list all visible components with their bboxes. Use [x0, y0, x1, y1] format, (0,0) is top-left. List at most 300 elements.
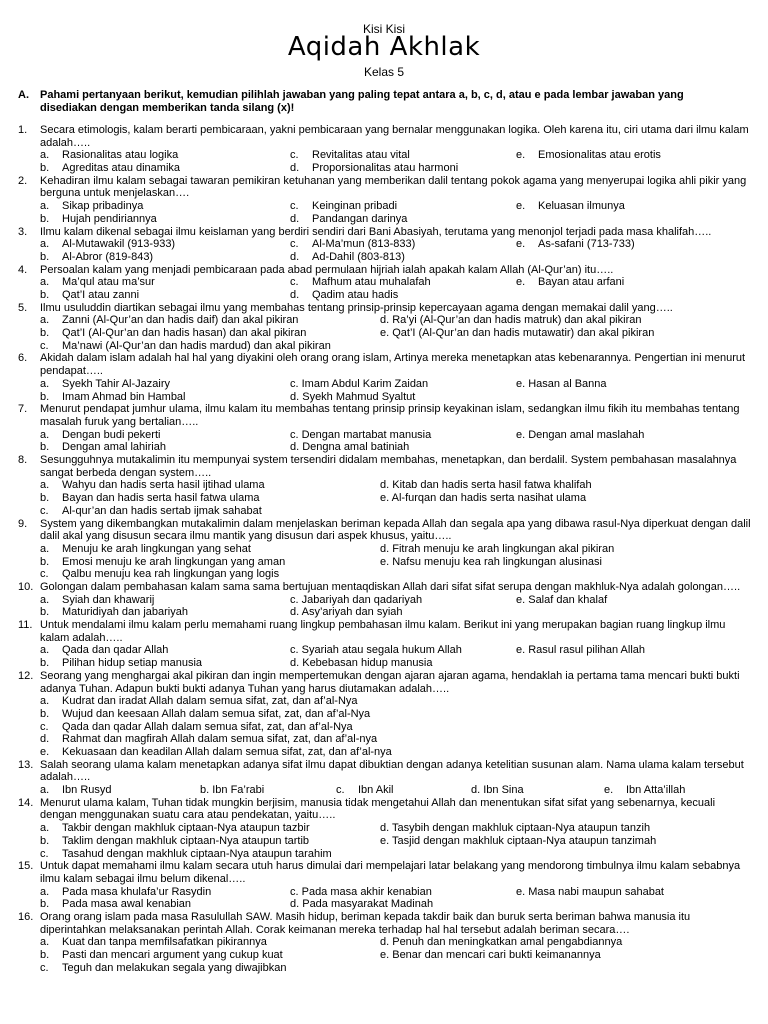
- answer-option: [290, 391, 415, 404]
- answer-option: [40, 848, 332, 861]
- option-label: a.: [40, 593, 50, 606]
- option-label: e.: [604, 784, 614, 797]
- document-title: Aqidah Akhlak: [287, 32, 481, 62]
- option-text: Ibn Atta’illah: [626, 784, 686, 797]
- answer-option: [516, 200, 625, 213]
- option-text: Rasionalitas atau logika: [62, 149, 179, 162]
- option-label: b.: [40, 162, 50, 175]
- answer-option: [290, 251, 405, 264]
- answer-option: [40, 314, 298, 327]
- question-text: Secara etimologis, kalam berarti pembicaraan, yakni pembicaraan yang bernalar menggunakan logika. Oleh karena itu, ciri utama dari ilmu kalam adalah…..: [40, 124, 749, 149]
- option-text: Pasti dan mencari argument yang cukup kuat: [62, 949, 283, 962]
- answer-option: [471, 784, 524, 797]
- option-text: Qadim atau hadis: [312, 289, 399, 302]
- option-text: Al-qur’an dan hadis sertab ijmak sahabat: [62, 504, 262, 517]
- option-row: [18, 949, 753, 962]
- answer-option: [40, 733, 377, 746]
- answer-option: [200, 784, 264, 797]
- option-text: Emosionalitas atau erotis: [538, 149, 661, 162]
- option-label: a.: [40, 276, 50, 289]
- question-item: [18, 518, 753, 581]
- option-text: Tasahud dengan makhluk ciptaan-Nya ataupun tarahim: [62, 847, 332, 860]
- option-row: [18, 289, 753, 302]
- question-text: Menurut pendapat jumhur ulama, ilmu kalam itu membahas tentang prinsip prinsip keyakinan islam, sedangkan ilmu fikih itu membahas tentang masalah furuk yang bertalian…..: [40, 403, 740, 428]
- option-text: Dengan amal lahiriah: [62, 441, 166, 454]
- answer-option: [290, 657, 433, 670]
- option-row: [18, 568, 753, 581]
- option-label: c.: [40, 504, 49, 517]
- option-label: d.: [290, 162, 300, 175]
- option-text: Ibn Rusyd: [62, 784, 112, 797]
- answer-option: [290, 898, 433, 911]
- option-label: c.: [40, 847, 49, 860]
- question-item: [18, 352, 753, 403]
- option-text: Imam Ahmad bin Hambal: [62, 390, 186, 403]
- answer-option: [516, 644, 645, 657]
- option-row: [18, 238, 753, 251]
- answer-option: [40, 289, 139, 302]
- option-text: Ibn Akil: [358, 784, 394, 797]
- option-text: Bayan atau arfani: [538, 276, 625, 289]
- answer-option: [516, 594, 607, 607]
- option-row: [18, 149, 753, 162]
- option-text: d. Kebebasan hidup manusia: [290, 657, 433, 670]
- question-number: 14.: [18, 796, 34, 809]
- option-text: Bayan dan hadis serta hasil fatwa ulama: [62, 492, 260, 505]
- answer-option: [516, 886, 664, 899]
- option-text: e. Nafsu menuju kea rah lingkungan alusinasi: [380, 555, 602, 568]
- option-row: [18, 822, 753, 835]
- option-label: c.: [40, 720, 49, 733]
- answer-option: [516, 149, 661, 162]
- option-label: c.: [336, 784, 345, 797]
- option-text: Taklim dengan makhluk ciptaan-Nya ataupun tartib: [62, 834, 310, 847]
- question-item: [18, 264, 753, 302]
- option-text: c. Syariah atau segala hukum Allah: [290, 644, 462, 657]
- answer-option: [516, 429, 644, 442]
- answer-option: [40, 162, 180, 175]
- option-text: e. Masa nabi maupun sahabat: [516, 885, 664, 898]
- option-text: d. Pada masyarakat Madinah: [290, 898, 434, 911]
- answer-option: [40, 340, 331, 353]
- question-item: [18, 175, 753, 226]
- answer-option: [40, 594, 154, 607]
- option-row: [18, 441, 753, 454]
- option-text: e. Hasan al Banna: [516, 377, 607, 390]
- option-text: c. Pada masa akhir kenabian: [290, 885, 432, 898]
- answer-option: [40, 606, 188, 619]
- option-row: [18, 213, 753, 226]
- option-label: d.: [40, 733, 50, 746]
- question-list: [18, 124, 753, 975]
- answer-option: [290, 644, 462, 657]
- option-text: Agreditas atau dinamika: [62, 162, 181, 175]
- option-text: Syiah dan khawarij: [62, 593, 155, 606]
- option-text: Ad-Dahil (803-813): [312, 250, 405, 263]
- option-text: Pilihan hidup setiap manusia: [62, 657, 203, 670]
- question-item: [18, 454, 753, 517]
- answer-option: [336, 784, 393, 797]
- option-label: c.: [40, 568, 49, 581]
- question-text: Menurut ulama kalam, Tuhan tidak mungkin berjisim, manusia tidak mengetahui Allah dan menentukan sifat sifat yang sebenarnya, kecuali dengan menggunakan suatu cara atau pendekatan, yaitu…..: [40, 796, 716, 822]
- option-label: e.: [516, 238, 526, 251]
- option-text: Ma’nawi (Al-Qur’an dan hadis mardud) dan akal pikiran: [62, 339, 331, 352]
- answer-option: [516, 276, 624, 289]
- answer-option: [40, 721, 353, 734]
- option-text: Rahmat dan magfirah Allah dalam semua sifat, zat, dan af’al-nya: [62, 733, 378, 746]
- option-label: a.: [40, 149, 50, 162]
- answer-option: [290, 289, 398, 302]
- option-text: Zanni (Al-Qur’an dan hadis daif) dan akal pikiran: [62, 314, 299, 327]
- answer-option: [40, 644, 168, 657]
- option-row: [18, 340, 753, 353]
- question-number: 5.: [18, 301, 28, 314]
- option-row: [18, 644, 753, 657]
- answer-option: [380, 314, 641, 327]
- question-number: 15.: [18, 860, 34, 873]
- option-text: Dengan budi pekerti: [62, 428, 161, 441]
- option-row: [18, 391, 753, 404]
- answer-option: [40, 962, 286, 975]
- option-text: Teguh dan melakukan segala yang diwajibkan: [62, 961, 287, 974]
- question-item: [18, 581, 753, 619]
- option-row: [18, 492, 753, 505]
- answer-option: [40, 822, 310, 835]
- option-row: [18, 251, 753, 264]
- answer-option: [40, 568, 279, 581]
- option-text: d. Tasybih dengan makhluk ciptaan-Nya ataupun tanzih: [380, 822, 651, 835]
- option-label: b.: [40, 250, 50, 263]
- option-label: b.: [40, 606, 50, 619]
- option-text: Keinginan pribadi: [312, 200, 398, 213]
- option-label: c.: [290, 276, 299, 289]
- option-label: a.: [40, 885, 50, 898]
- answer-option: [290, 276, 431, 289]
- option-text: c. Jabariyah dan qadariyah: [290, 593, 423, 606]
- question-text: Persoalan kalam yang menjadi pembicaraan pada abad permulaan hijriah ialah apakah kalam Allah (Al-Qur’an) itu…..: [40, 263, 614, 276]
- section-instruction: [18, 89, 738, 115]
- option-label: c.: [290, 200, 299, 213]
- answer-option: [40, 936, 267, 949]
- question-number: 6.: [18, 352, 28, 365]
- answer-option: [40, 949, 283, 962]
- answer-option: [516, 238, 635, 251]
- answer-option: [40, 657, 202, 670]
- answer-option: [380, 835, 656, 848]
- option-text: c. Imam Abdul Karim Zaidan: [290, 377, 429, 390]
- class-label: Kelas 5: [363, 65, 405, 79]
- option-text: Qada dan qadar Allah dalam semua sifat, zat, dan af’al-Nya: [62, 720, 353, 733]
- option-row: [18, 835, 753, 848]
- question-number: 11.: [18, 619, 33, 632]
- option-label: a.: [40, 479, 50, 492]
- answer-option: [516, 378, 607, 391]
- option-label: d.: [290, 289, 300, 302]
- answer-option: [40, 251, 153, 264]
- option-text: e. Qat’I (Al-Qur’an dan hadis mutawatir) dan akal pikiran: [380, 327, 655, 340]
- option-label: b.: [40, 212, 50, 225]
- question-text: Untuk dapat memahami ilmu kalam secara utuh harus dimulai dari mempelajari latar belakang yang mendorong timbulnya ilmu kalam sebabnya ilmu kalam sebagai ilmu belum dikenal…..: [40, 860, 741, 885]
- option-row: [18, 505, 753, 518]
- option-text: Kudrat dan iradat Allah dalam semua sifat, zat, dan af’al-Nya: [62, 695, 358, 708]
- answer-option: [380, 556, 602, 569]
- option-text: Sikap pribadinya: [62, 200, 144, 213]
- question-text: Ilmu kalam dikenal sebagai ilmu keislaman yang berdiri sendiri dari Bani Abasiyah, terutama yang menonjol terjadi pada masa khalifah…..: [40, 225, 712, 238]
- answer-option: [40, 213, 157, 226]
- answer-option: [380, 492, 586, 505]
- answer-option: [40, 784, 112, 797]
- option-label: a.: [40, 314, 50, 327]
- question-item: [18, 403, 753, 454]
- answer-option: [290, 886, 432, 899]
- option-text: Keluasan ilmunya: [538, 200, 625, 213]
- option-text: e. Benar dan mencari cari bukti keimanannya: [380, 949, 601, 962]
- question-number: 12.: [18, 669, 34, 682]
- option-label: a.: [40, 644, 50, 657]
- option-text: Al-Abror (819-843): [62, 250, 154, 263]
- option-row: [18, 594, 753, 607]
- option-label: e.: [516, 276, 526, 289]
- answer-option: [40, 835, 309, 848]
- option-label: b.: [40, 327, 50, 340]
- option-text: c. Dengan martabat manusia: [290, 428, 432, 441]
- answer-option: [290, 213, 407, 226]
- option-row: [18, 898, 753, 911]
- option-text: Emosi menuju ke arah lingkungan yang aman: [62, 555, 286, 568]
- answer-option: [290, 378, 428, 391]
- option-label: a.: [40, 377, 50, 390]
- option-text: Al-Mutawakil (913-933): [62, 238, 176, 251]
- answer-option: [290, 162, 458, 175]
- option-label: a.: [40, 936, 50, 949]
- option-row: [18, 378, 753, 391]
- option-text: As-safani (713-733): [538, 238, 635, 251]
- question-number: 10.: [18, 580, 34, 593]
- question-text: Untuk mendalami ilmu kalam perlu memahami ruang lingkup pembahasan ilmu kalam. Berikut ini yang merupakan bagian ruang lingkup ilmu kalam adalah…..: [40, 619, 726, 644]
- answer-option: [40, 200, 143, 213]
- answer-option: [40, 556, 285, 569]
- answer-option: [40, 898, 191, 911]
- section-letter: A.: [18, 89, 29, 101]
- answer-option: [380, 327, 654, 340]
- answer-option: [40, 327, 306, 340]
- question-number: 3.: [18, 225, 28, 238]
- option-text: Qada dan qadar Allah: [62, 644, 169, 657]
- answer-option: [380, 936, 622, 949]
- option-text: d. Asy’ariyah dan syiah: [290, 606, 403, 619]
- option-text: Revitalitas atau vital: [312, 149, 410, 162]
- option-text: e. Salaf dan khalaf: [516, 593, 608, 606]
- question-item: [18, 911, 753, 974]
- option-label: a.: [40, 695, 50, 708]
- option-label: b.: [40, 289, 50, 302]
- option-row: [18, 695, 753, 708]
- option-row: [18, 962, 753, 975]
- option-text: Pada masa khulafa’ur Rasydin: [62, 885, 212, 898]
- question-number: 4.: [18, 263, 28, 276]
- answer-option: [380, 822, 650, 835]
- answer-option: [40, 391, 186, 404]
- option-label: a.: [40, 238, 50, 251]
- answer-option: [40, 441, 166, 454]
- answer-option: [40, 479, 265, 492]
- question-text: Sesungguhnya mutakalimin itu mempunyai system tersendiri didalam membahas, menetapkan, dan berdalil. System pembahasan masalahnya sangat berbeda dengan system…..: [40, 454, 737, 479]
- option-row: [18, 479, 753, 492]
- question-item: [18, 619, 753, 670]
- option-label: a.: [40, 784, 50, 797]
- option-label: b.: [40, 390, 50, 403]
- answer-option: [380, 479, 592, 492]
- option-text: e. Tasjid dengan makhluk ciptaan-Nya ataupun tanzimah: [380, 834, 657, 847]
- option-label: e.: [516, 149, 526, 162]
- option-label: b.: [40, 441, 50, 454]
- answer-option: [40, 276, 155, 289]
- option-label: d.: [290, 212, 300, 225]
- answer-option: [290, 441, 409, 454]
- option-row: [18, 733, 753, 746]
- question-number: 1.: [18, 124, 28, 136]
- question-number: 13.: [18, 758, 34, 771]
- option-label: a.: [40, 542, 50, 555]
- option-text: Wujud dan keesaan Allah dalam semua sifat, zat, dan af’al-Nya: [62, 707, 371, 720]
- answer-option: [290, 594, 422, 607]
- question-item: [18, 124, 753, 175]
- option-label: c.: [290, 149, 299, 162]
- question-text: System yang dikembangkan mutakalimin dalam menjelaskan beriman kepada Allah dan segala apa yang dibawa rasul-Nya diperkuat dengan dalil dalil akal yang disusun secara ilmu mantik yang disusun dari aspek khusus, yaitu…..: [40, 517, 751, 543]
- question-text: Golongan dalam pembahasan kalam sama sama bertujuan mentaqdiskan Allah dari sifat sifat serupa dengan makhluk-Nya adalah golongan…..: [40, 580, 741, 593]
- option-text: Kuat dan tanpa memfilsafatkan pikirannya: [62, 936, 267, 949]
- answer-option: [40, 505, 262, 518]
- answer-option: [40, 886, 211, 899]
- option-row: [18, 606, 753, 619]
- question-item: [18, 670, 753, 759]
- answer-option: [380, 543, 614, 556]
- question-number: 7.: [18, 403, 28, 416]
- option-text: Syekh Tahir Al-Jazairy: [62, 377, 171, 390]
- option-row: [18, 936, 753, 949]
- option-text: Hujah pendiriannya: [62, 212, 157, 225]
- answer-option: [290, 200, 397, 213]
- option-label: a.: [40, 822, 50, 835]
- question-item: [18, 759, 753, 797]
- answer-option: [290, 429, 431, 442]
- option-row: [18, 746, 753, 759]
- option-row: [18, 327, 753, 340]
- option-label: e.: [516, 200, 526, 213]
- option-text: e. Al-furqan dan hadis serta nasihat ulama: [380, 492, 587, 505]
- question-item: [18, 860, 753, 911]
- option-text: e. Dengan amal maslahah: [516, 428, 645, 441]
- answer-option: [604, 784, 685, 797]
- option-text: Menuju ke arah lingkungan yang sehat: [62, 542, 251, 555]
- option-label: b.: [40, 707, 50, 720]
- option-text: Ma’qul atau ma’sur: [62, 276, 155, 289]
- question-text: Salah seorang ulama kalam menetapkan adanya sifat ilmu dapat dibuktian dengan adanya ketelitian susunan alam. Nama ulama kalam tersebut adalah…..: [40, 758, 744, 784]
- answer-option: [290, 606, 403, 619]
- option-text: Qalbu menuju kea rah lingkungan yang logis: [62, 568, 280, 581]
- option-row: [18, 429, 753, 442]
- answer-option: [40, 429, 160, 442]
- option-text: d. Ibn Sina: [471, 784, 524, 797]
- option-label: b.: [40, 555, 50, 568]
- answer-option: [40, 238, 175, 251]
- option-row: [18, 721, 753, 734]
- answer-option: [40, 492, 260, 505]
- question-number: 8.: [18, 454, 28, 467]
- question-number: 2.: [18, 174, 28, 187]
- option-row: [18, 886, 753, 899]
- option-row: [18, 200, 753, 213]
- question-text: Seorang yang menghargai akal pikiran dan ingin mempertemukan dengan ajaran ajaran agama, hendaklah ia pertama tama mencari bukti bukti adanya Tuhan. Adapun bukti bukti adanya Tuhan yang harus diutamakan adalah…..: [40, 669, 740, 695]
- option-text: e. Rasul rasul pilihan Allah: [516, 644, 646, 657]
- option-text: d. Fitrah menuju ke arah lingkungan akal pikiran: [380, 542, 615, 555]
- option-row: [18, 848, 753, 861]
- option-row: [18, 708, 753, 721]
- answer-option: [290, 149, 410, 162]
- answer-option: [40, 695, 358, 708]
- answer-option: [290, 238, 415, 251]
- option-text: Al-Ma’mun (813-833): [312, 238, 416, 251]
- answer-option: [380, 949, 601, 962]
- question-text: Kehadiran ilmu kalam sebagai tawaran pemikiran ketuhanan yang memberikan dalil tentang pokok agama yang menyerupai logika ahli pikir yang berguna untuk menjelaskan….: [40, 174, 747, 200]
- question-text: Ilmu usuluddin diartikan sebagai ilmu yang membahas tentang prinsip-prinsip kepercayaan agama dengan memakai dalil yang…..: [40, 301, 673, 314]
- option-label: b.: [40, 898, 50, 911]
- option-label: a.: [40, 200, 50, 213]
- option-text: Maturidiyah dan jabariyah: [62, 606, 188, 619]
- answer-option: [40, 708, 370, 721]
- answer-option: [40, 378, 170, 391]
- option-row: [18, 543, 753, 556]
- option-label: b.: [40, 949, 50, 962]
- question-item: [18, 302, 753, 353]
- option-text: d. Penuh dan meningkatkan amal pengabdiannya: [380, 936, 623, 949]
- answer-option: [40, 543, 251, 556]
- answer-option: [40, 746, 392, 759]
- option-label: c.: [290, 238, 299, 251]
- question-number: 9.: [18, 517, 28, 530]
- option-row: [18, 314, 753, 327]
- question-number: 16.: [18, 911, 34, 924]
- option-text: Pandangan darinya: [312, 212, 408, 225]
- option-label: c.: [40, 339, 49, 352]
- option-label: a.: [40, 428, 50, 441]
- option-text: d. Dengna amal batiniah: [290, 441, 410, 454]
- option-label: b.: [40, 834, 50, 847]
- option-row: [18, 784, 753, 797]
- option-row: [18, 657, 753, 670]
- option-text: Proporsionalitas atau harmoni: [312, 162, 459, 175]
- option-text: Mafhum atau muhalafah: [312, 276, 431, 289]
- question-item: [18, 226, 753, 264]
- option-label: c.: [40, 961, 49, 974]
- option-row: [18, 556, 753, 569]
- option-row: [18, 162, 753, 175]
- option-text: d. Kitab dan hadis serta hasil fatwa khalifah: [380, 479, 592, 492]
- question-text: Akidah dalam islam adalah hal hal yang diyakini oleh orang orang islam, Artinya mereka menetapkan atas kebenarannya. Pengertian ini menurut pendapat…..: [40, 352, 746, 378]
- option-label: e.: [40, 746, 50, 758]
- pre-title: Kisi Kisi: [362, 22, 405, 36]
- option-text: Takbir dengan makhluk ciptaan-Nya ataupun tazbir: [62, 822, 310, 835]
- option-text: Qat’I (Al-Qur’an dan hadis hasan) dan akal pikiran: [62, 327, 307, 340]
- option-row: [18, 276, 753, 289]
- option-label: b.: [40, 657, 50, 670]
- answer-option: [40, 149, 178, 162]
- question-text: Orang orang islam pada masa Rasulullah SAW. Masih hidup, beriman kepada takdir baik dan buruk serta beriman bahwa manusia itu diperintahkan melaksanakan perintah Allah. Corak keimanan mereka terhadap hal hal tersebut adalah beriman secara….: [40, 911, 691, 936]
- option-text: d. Ra’yi (Al-Qur’an dan hadis matruk) dan akal pikiran: [380, 314, 642, 327]
- option-text: b. Ibn Fa’rabi: [200, 784, 265, 797]
- instruction-text: Pahami pertanyaan berikut, kemudian pilihlah jawaban yang paling tepat antara a, b, c, d, atau e pada lembar jawaban yang disediakan dengan memberikan tanda silang (x)!: [40, 89, 684, 114]
- option-label: b.: [40, 492, 50, 505]
